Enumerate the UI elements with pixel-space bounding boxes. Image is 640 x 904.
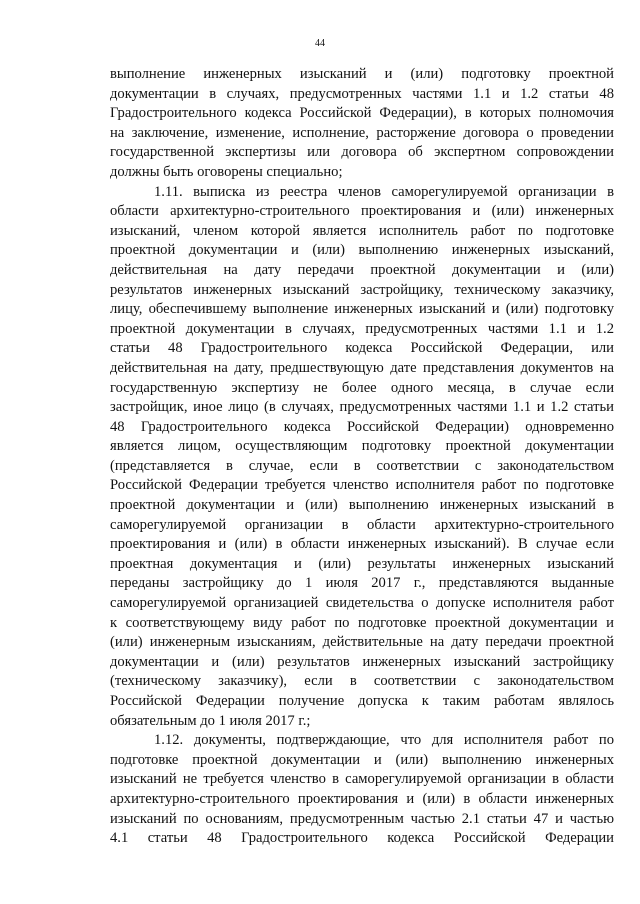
text-line: лицу, обеспечившему выполнение инженерных изысканий и (или) подготовку — [110, 301, 614, 318]
text-line: архитектурно-строительного проектирования и (или) в области инженерных — [110, 790, 614, 807]
text-line: 1.11. выписка из реестра членов саморегулируемой организации в — [154, 183, 614, 200]
text-line: области архитектурно-строительного проектирования и (или) инженерных — [110, 203, 614, 220]
text-line: изысканий не требуется членство в саморегулируемой организации в области — [110, 771, 614, 788]
text-line: саморегулируемой организацией свидетельства о допуске исполнителя работ — [110, 595, 614, 612]
text-line: саморегулируемой организации в области архитектурно-строительного — [110, 516, 614, 533]
text-line: государственную экспертизу не более одного месяца, в случае если — [110, 379, 614, 396]
text-line: обязательным до 1 июля 2017 г.; — [110, 712, 311, 729]
text-line: проектная документация и (или) результаты инженерных изысканий — [110, 555, 614, 572]
text-line: изысканий, членом которой является исполнитель работ по подготовке — [110, 222, 614, 239]
text-line: на заключение, изменение, исполнение, расторжение договора о проведении — [110, 124, 614, 141]
text-line: Градостроительного кодекса Российской Федерации), в которых полномочия — [110, 105, 614, 122]
paragraph-item-1-12 — [110, 731, 614, 849]
text-line: 48 Градостроительного кодекса Российской Федерации) одновременно — [110, 418, 614, 435]
text-line: (или) инженерным изысканиям, действительные на дату передачи проектной — [110, 634, 614, 651]
text-line: статьи 48 Градостроительного кодекса Российской Федерации, или — [110, 340, 614, 357]
text-line: должны быть оговорены специально; — [110, 163, 343, 180]
text-line: проектной документации в случаях, предусмотренных частями 1.1 и 1.2 — [110, 320, 614, 337]
text-line: действительная на дату, предшествующую дате представления документов на — [110, 359, 614, 376]
text-line: 1.12. документы, подтверждающие, что для исполнителя работ по — [154, 732, 614, 749]
text-line: переданы застройщику до 1 июля 2017 г., представляются выданные — [110, 575, 614, 592]
page-number: 44 — [315, 38, 325, 49]
text-line: выполнение инженерных изысканий и (или) подготовку проектной — [110, 66, 614, 82]
text-line: Российской Федерации требуется членство исполнителя работ по подготовке — [110, 477, 614, 494]
text-line: государственной экспертизы или договора об экспертном сопровождении — [110, 144, 614, 161]
text-line: проектирования и (или) в области инженерных изысканий). В случае если — [110, 536, 614, 553]
paragraph-item-1-11 — [110, 183, 614, 732]
text-line: действительная на дату передачи проектной документации и (или) — [110, 261, 614, 278]
text-line: подготовке проектной документации и (или) выполнению инженерных — [110, 751, 614, 768]
document-body — [110, 65, 614, 849]
text-line: документации в случаях, предусмотренных частями 1.1 и 1.2 статьи 48 — [110, 85, 614, 102]
text-line: проектной документации и (или) выполнению инженерных изысканий в — [110, 497, 614, 514]
text-line: результатов инженерных изысканий застройщику, техническому заказчику, — [110, 281, 614, 298]
text-line: является лицом, осуществляющим подготовку проектной документации — [110, 438, 614, 455]
text-line: проектной документации и (или) выполнению инженерных изысканий, — [110, 242, 614, 259]
text-line: (представляется в случае, если в соответствии с законодательством — [110, 457, 614, 474]
text-line: документации и (или) результатов инженерных изысканий застройщику — [110, 653, 614, 670]
text-line: застройщик, иное лицо (в случаях, предусмотренных частями 1.1 и 1.2 статьи — [110, 399, 614, 416]
text-line: Российской Федерации получение допуска к таким работам являлось — [110, 693, 614, 709]
text-line: 4.1 статьи 48 Градостроительного кодекса Российской Федерации — [110, 830, 614, 847]
paragraph-continuation — [110, 65, 614, 183]
text-line: к соответствующему виду работ по подготовке проектной документации и — [110, 614, 614, 631]
text-line: изысканий по основаниям, предусмотренным частью 2.1 статьи 47 и частью — [110, 810, 614, 827]
text-line: (техническому заказчику), если в соответствии с законодательством — [110, 673, 614, 690]
